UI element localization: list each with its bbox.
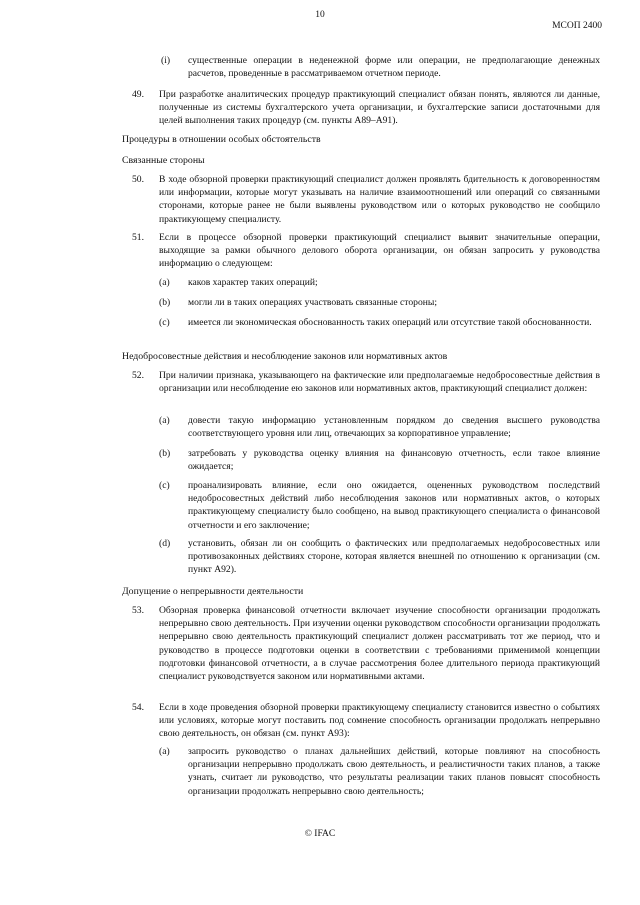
list-item-text: затребовать у руководства оценку влияния на финансовую отчетность, если такое влияние ожидается; bbox=[188, 448, 600, 473]
list-item-label: (c) bbox=[159, 480, 170, 491]
list-item-label: (a) bbox=[159, 746, 170, 757]
paragraph-52-text: При наличии признака, указывающего на фактические или предполагаемые недобросовестные действия в организации или несоблюдение ею законов или нормативных актов, практикующий специалист должен: bbox=[159, 370, 600, 395]
paragraph-52-number: 52. bbox=[132, 370, 144, 381]
list-item-text: могли ли в таких операциях участвовать связанные стороны; bbox=[188, 297, 437, 308]
page-number: 10 bbox=[315, 10, 325, 20]
paragraph-51-text: Если в процессе обзорной проверки практикующий специалист выявит значительные операции, выходящие за рамки обычного делового оборота организации, он обязан запросить у руководства информацию о следующем: bbox=[159, 232, 600, 270]
item-i-text: существенные операции в неденежной форме или операции, не предполагающие денежных расчетов, проведенные в рассматриваемом отчетном периоде. bbox=[188, 55, 600, 80]
footer-copyright: © IFAC bbox=[304, 829, 336, 839]
heading-going-concern: Допущение о непрерывности деятельности bbox=[122, 586, 304, 597]
list-item-label: (b) bbox=[159, 297, 171, 308]
list-item-text: установить, обязан ли он сообщить о фактических или предполагаемых недобросовестных или противозаконных действиях стороне, которая является внешней по отношению к организации (см. пункт A92). bbox=[188, 538, 600, 576]
item-i-label: (i) bbox=[161, 55, 171, 66]
paragraph-54-number: 54. bbox=[132, 702, 144, 713]
paragraph-50-number: 50. bbox=[132, 174, 144, 185]
heading-related-parties: Связанные стороны bbox=[122, 155, 205, 166]
list-item-text: проанализировать влияние, если оно ожидается, оцененных руководством последствий недобросовестных действий либо несоблюдения законов или нормативных актов, о которых практикующему специалисту было сообщено, на вывод практикующего специалиста о финансовой отчетности и его заключение; bbox=[188, 480, 600, 531]
list-item-label: (d) bbox=[159, 538, 171, 549]
heading-fraud-noncompliance: Недобросовестные действия и несоблюдение законов или нормативных актов bbox=[122, 351, 448, 362]
paragraph-50-text: В ходе обзорной проверки практикующий специалист должен проявлять бдительность к договоренностям или информации, которые могут указывать на наличие взаимоотношений или операций со связанными сторонами, которые ранее не были выявлены руководством или о которых руководство не сообщило практикующему специалисту. bbox=[159, 174, 600, 225]
paragraph-51-number: 51. bbox=[132, 232, 144, 243]
document-code: МСОП 2400 bbox=[552, 21, 602, 31]
paragraph-49-text: При разработке аналитических процедур практикующий специалист обязан понять, являются ли данные, полученные из системы бухгалтерского учета организации, и бухгалтерские записи достаточными для целей выполнения таких процедур (см. пункты A89–A91). bbox=[159, 89, 600, 127]
list-item-label: (b) bbox=[159, 448, 171, 459]
paragraph-53-number: 53. bbox=[132, 605, 144, 616]
paragraph-49-number: 49. bbox=[132, 89, 144, 100]
list-item-text: довести такую информацию установленным порядком до сведения высшего руководства соответствующего уровня или лиц, отвечающих за корпоративное управление; bbox=[188, 415, 600, 440]
list-item-text: имеется ли экономическая обоснованность таких операций или отсутствие такой обоснованности. bbox=[188, 317, 592, 328]
list-item-label: (c) bbox=[159, 317, 170, 328]
list-item-label: (a) bbox=[159, 277, 170, 288]
paragraph-53-text: Обзорная проверка финансовой отчетности включает изучение способности организации продолжать непрерывно свою деятельность. При изучении оценки руководством способности организации продолжать непрерывно свою деятельность практикующий специалист должен рассматривать тот же период, что и руководство в процессе подготовки оценки в соответствии с требованиями применимой концепции подготовки финансовой отчетности, а в случае рассмотрения более длительного периода практикующий специалист руководствуется законом или нормативными актами. bbox=[159, 605, 600, 683]
list-item-text: каков характер таких операций; bbox=[188, 277, 318, 288]
paragraph-54-text: Если в ходе проведения обзорной проверки практикующему специалисту становится известно о событиях или условиях, которые могут поставить под сомнение способность организации продолжать непрерывно свою деятельность, он обязан (см. пункт A93): bbox=[159, 702, 600, 740]
list-item-text: запросить руководство о планах дальнейших действий, которые повлияют на способность организации непрерывно продолжать свою деятельность, и реалистичности таких планов, а также узнать, считает ли руководство, что результаты реализации таких планов повысят способность организации продолжать непрерывно свою деятельность; bbox=[188, 746, 600, 797]
list-item-label: (a) bbox=[159, 415, 170, 426]
heading-special-circumstances: Процедуры в отношении особых обстоятельств bbox=[122, 134, 321, 145]
